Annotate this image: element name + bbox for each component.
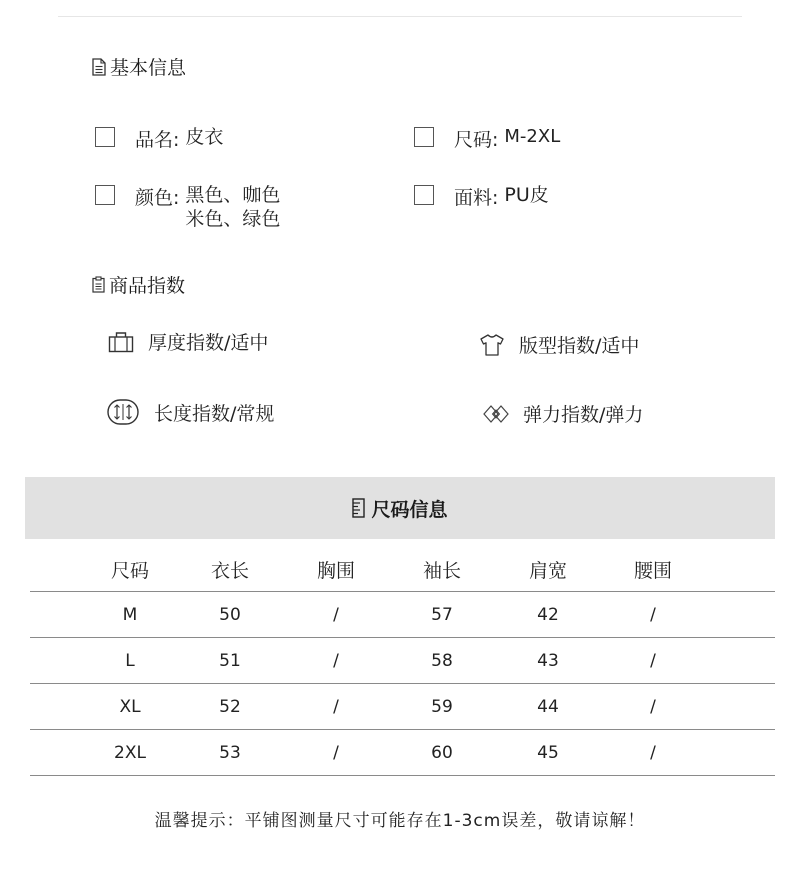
attr-value: 皮衣 — [185, 126, 224, 148]
suitcase-icon — [108, 331, 134, 353]
checkbox — [414, 185, 434, 205]
diamonds-icon — [483, 404, 509, 424]
table-cell: / — [333, 742, 339, 763]
attr-label: 品名: — [135, 129, 180, 151]
table-cell: / — [650, 696, 656, 717]
table-row — [30, 730, 775, 776]
table-header-cell: 衣长 — [210, 560, 249, 582]
table-cell: / — [333, 650, 339, 671]
table-header-cell: 尺码 — [110, 560, 149, 582]
table-header-cell: 肩宽 — [528, 560, 567, 582]
table-cell: / — [333, 604, 339, 625]
measurement-note: 温馨提示：平铺图测量尺寸可能存在1-3cm误差，敬请谅解！ — [154, 811, 646, 831]
table-cell: 57 — [431, 604, 453, 625]
attr-label: 面料: — [454, 187, 499, 209]
table-cell: 44 — [537, 696, 559, 717]
table-cell: 58 — [431, 650, 453, 671]
table-header-row — [30, 548, 775, 592]
table-cell: L — [125, 650, 135, 671]
table-cell: 50 — [219, 604, 241, 625]
attr-value: M-2XL — [504, 126, 561, 147]
table-row — [30, 684, 775, 730]
ruler-arrows-icon — [106, 398, 140, 426]
table-cell: 43 — [537, 650, 559, 671]
index-length: 长度指数/常规 — [106, 398, 274, 426]
checkbox — [414, 127, 434, 147]
table-cell: 2XL — [114, 742, 146, 763]
table-cell: / — [650, 742, 656, 763]
table-cell: 45 — [537, 742, 559, 763]
table-cell: / — [650, 604, 656, 625]
table-cell: M — [122, 604, 138, 625]
index-thickness: 厚度指数/适中 — [108, 328, 268, 355]
checkbox — [95, 185, 115, 205]
attr-value: 黑色、咖色 米色、绿色 — [185, 184, 281, 230]
table-cell: XL — [119, 696, 141, 717]
checkbox — [95, 127, 115, 147]
ruler-icon — [352, 498, 365, 518]
table-row — [30, 592, 775, 638]
attr-label: 尺码: — [454, 129, 499, 151]
top-divider — [58, 16, 742, 17]
attr-size — [414, 125, 560, 152]
table-header-cell: 胸围 — [316, 560, 355, 582]
table-cell: 53 — [219, 742, 241, 763]
basic-info-title: 基本信息 — [92, 53, 186, 80]
table-cell: / — [333, 696, 339, 717]
table-cell: 59 — [431, 696, 453, 717]
attr-label: 颜色: — [135, 187, 180, 209]
table-cell: 42 — [537, 604, 559, 625]
table-cell: / — [650, 650, 656, 671]
size-info-banner: 尺码信息 — [25, 477, 775, 539]
index-elasticity: 弹力指数/弹力 — [483, 400, 643, 427]
attr-fabric — [414, 183, 549, 210]
table-cell: 52 — [219, 696, 241, 717]
tshirt-icon — [479, 333, 505, 357]
table-cell: 51 — [219, 650, 241, 671]
attr-value: PU皮 — [504, 184, 549, 206]
table-row — [30, 638, 775, 684]
document-icon — [92, 58, 106, 76]
size-table — [30, 548, 775, 776]
table-header-cell: 腰围 — [633, 560, 672, 582]
table-cell: 60 — [431, 742, 453, 763]
product-index-title: 商品指数 — [92, 271, 185, 298]
attr-product-name — [95, 125, 223, 152]
clipboard-icon — [92, 276, 105, 293]
table-header-cell: 袖长 — [422, 560, 461, 582]
attr-color — [95, 183, 280, 231]
index-fit: 版型指数/适中 — [479, 331, 639, 358]
